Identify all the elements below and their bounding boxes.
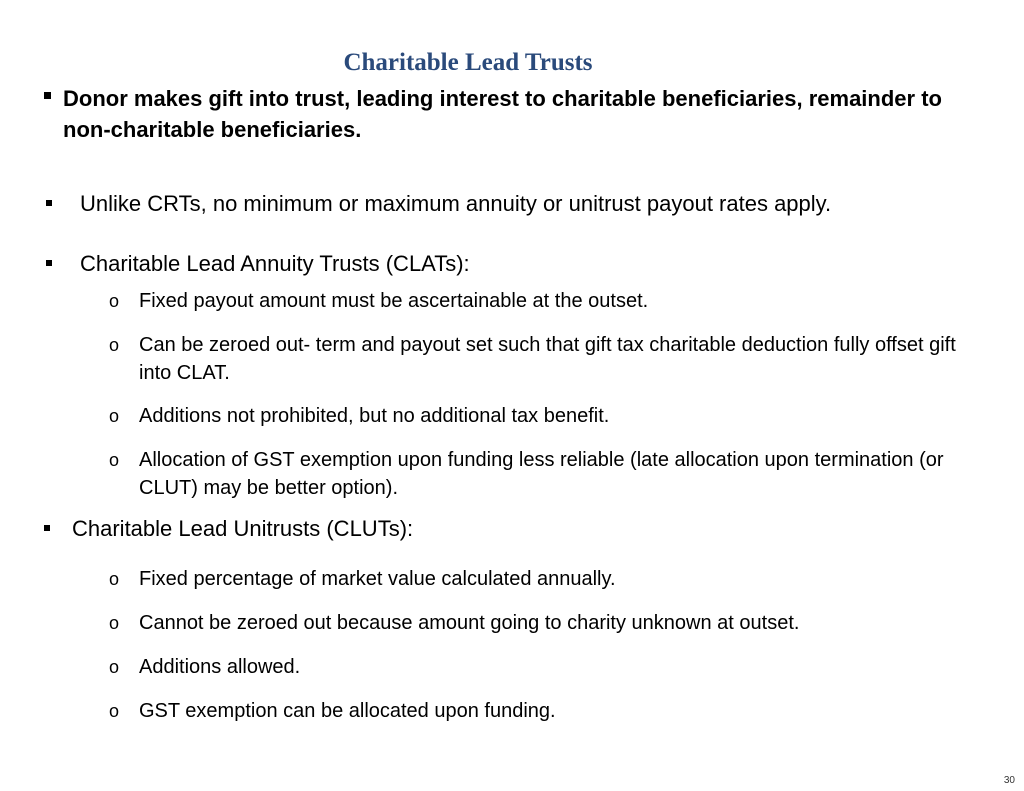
circle-bullet-icon: o bbox=[109, 613, 120, 633]
circle-bullet-icon: o bbox=[109, 657, 120, 677]
clut-subpoint bbox=[109, 653, 959, 681]
bullet-payout-rates bbox=[46, 189, 831, 219]
lead-bullet bbox=[44, 83, 984, 145]
lead-bullet-text: Donor makes gift into trust, leading interest to charitable beneficiaries, remainder to non-charitable beneficiaries. bbox=[63, 86, 942, 142]
subpoint-text: Can be zeroed out- term and payout set such that gift tax charitable deduction fully offset gift into CLAT. bbox=[139, 334, 956, 384]
clat-subpoint bbox=[109, 331, 959, 387]
square-bullet-icon bbox=[44, 525, 50, 531]
subpoint-text: Allocation of GST exemption upon funding less reliable (late allocation upon termination (or CLUT) may be better option). bbox=[139, 449, 944, 499]
subpoint-text: Additions not prohibited, but no additional tax benefit. bbox=[139, 405, 610, 427]
circle-bullet-icon: o bbox=[109, 569, 120, 589]
circle-bullet-icon: o bbox=[109, 291, 120, 311]
bullet-text: Charitable Lead Annuity Trusts (CLATs): bbox=[80, 251, 470, 276]
subpoint-text: Cannot be zeroed out because amount going to charity unknown at outset. bbox=[139, 612, 800, 634]
subpoint-text: Fixed percentage of market value calculated annually. bbox=[139, 568, 616, 590]
circle-bullet-icon: o bbox=[109, 335, 120, 355]
subpoint-text: Additions allowed. bbox=[139, 656, 301, 678]
circle-bullet-icon: o bbox=[109, 406, 120, 426]
clat-subpoint bbox=[109, 402, 959, 430]
circle-bullet-icon: o bbox=[109, 450, 120, 470]
clut-subpoint bbox=[109, 565, 959, 593]
bullet-text: Unlike CRTs, no minimum or maximum annuity or unitrust payout rates apply. bbox=[80, 191, 832, 216]
clut-subpoint bbox=[109, 697, 959, 725]
clat-subpoint bbox=[109, 446, 959, 502]
clut-subpoint bbox=[109, 609, 959, 637]
slide-title: Charitable Lead Trusts bbox=[343, 49, 593, 76]
bullet-cluts bbox=[44, 514, 413, 544]
square-bullet-icon bbox=[46, 260, 52, 266]
bullet-text: Charitable Lead Unitrusts (CLUTs): bbox=[72, 516, 414, 541]
clat-subpoint bbox=[109, 287, 959, 315]
circle-bullet-icon: o bbox=[109, 701, 120, 721]
subpoint-text: Fixed payout amount must be ascertainable at the outset. bbox=[139, 290, 649, 312]
subpoint-text: GST exemption can be allocated upon funding. bbox=[139, 700, 556, 722]
bullet-clats bbox=[46, 249, 470, 279]
page-number: 30 bbox=[1003, 775, 1015, 786]
square-bullet-icon bbox=[46, 200, 52, 206]
square-bullet-icon bbox=[44, 92, 51, 99]
